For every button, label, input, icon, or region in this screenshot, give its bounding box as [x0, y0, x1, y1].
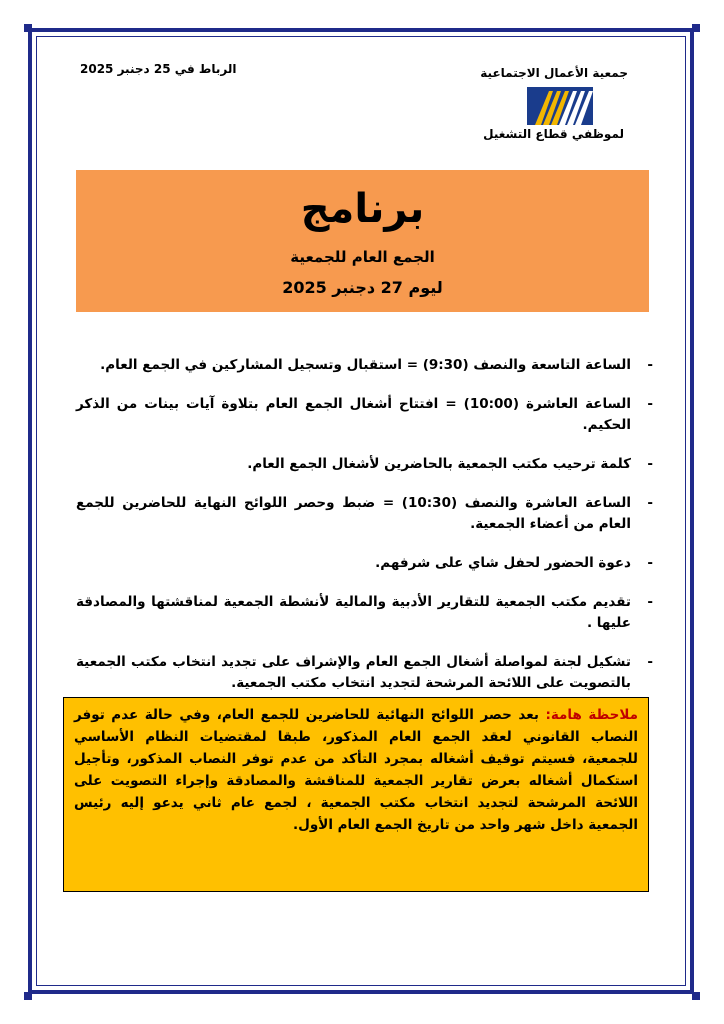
agenda-list — [76, 355, 653, 712]
agenda-item-text: الساعة التاسعة والنصف (9:30) = استقبال وتسجيل المشاركين في الجمع العام. — [100, 357, 631, 373]
agenda-item-text: تشكيل لجنة لمواصلة أشغال الجمع العام والإشراف على تجديد انتخاب مكتب الجمعية بالتصويت على اللائحة المرشحة لتجديد انتخاب مكتب الجمعية. — [76, 654, 631, 691]
organization-subtitle: لموظفي قطاع التشغيل — [483, 127, 624, 141]
agenda-item — [76, 592, 653, 634]
important-note-box — [63, 697, 649, 892]
agenda-item — [76, 652, 653, 694]
page-title: برنامج — [300, 186, 425, 232]
agenda-item-text: تقديم مكتب الجمعية للتقارير الأدبية والمالية لأنشطة الجمعية لمناقشتها والمصادقة عليها . — [76, 594, 631, 631]
border-corner — [692, 24, 700, 32]
agenda-item — [76, 454, 653, 475]
agenda-item-text: دعوة الحضور لحفل شاي على شرفهم. — [375, 555, 631, 571]
agenda-item — [76, 355, 653, 376]
bullet-dash: - — [647, 555, 653, 571]
bullet-dash: - — [647, 357, 653, 373]
note-text: بعد حصر اللوائح النهائية للحاضرين للجمع العام، وفي حالة عدم توفر النصاب القانوني لعقد الجمع العام المذكور، طبقا لمقتضيات النظام الأساسي للجمعية، فسيتم توقيف أشغاله بمجرد التأكد من عدم توفر النصاب المذكور، وتأجيل استكمال أشغاله بعرض تقارير الجمعية للمناقشة والمصادقة وإجراء التصويت على اللائحة المرشحة لتجديد انتخاب مكتب الجمعية ، لجمع عام ثاني يدعو إليه رئيس الجمعية داخل شهر واحد من تاريخ الجمع العام الأول. — [74, 707, 638, 833]
note-label: ملاحظة هامة: — [545, 707, 639, 723]
border-corner — [24, 992, 32, 1000]
bullet-dash: - — [647, 594, 653, 610]
border-corner — [692, 992, 700, 1000]
bullet-dash: - — [647, 396, 653, 412]
association-logo-icon — [527, 87, 593, 125]
bullet-dash: - — [647, 495, 653, 511]
organization-name: جمعية الأعمال الاجتماعية — [480, 66, 628, 80]
agenda-item — [76, 553, 653, 574]
agenda-item-text: الساعة العاشرة (10:00) = افتتاح أشغال الجمع العام بتلاوة آيات بينات من الذكر الحكيم. — [76, 396, 631, 433]
agenda-item-text: كلمة ترحيب مكتب الجمعية بالحاضرين لأشغال الجمع العام. — [247, 456, 631, 472]
document-date: الرباط في 25 دجنبر 2025 — [80, 62, 237, 76]
event-date: ليوم 27 دجنبر 2025 — [282, 278, 443, 297]
agenda-item — [76, 493, 653, 535]
bullet-dash: - — [647, 456, 653, 472]
border-corner — [24, 24, 32, 32]
agenda-item-text: الساعة العاشرة والنصف (10:30) = ضبط وحصر اللوائح النهاية للحاضرين للجمع العام من أعضاء الجمعية. — [76, 495, 631, 532]
agenda-item — [76, 394, 653, 436]
title-banner — [76, 170, 649, 312]
bullet-dash: - — [647, 654, 653, 670]
event-subtitle: الجمع العام للجمعية — [290, 248, 435, 266]
